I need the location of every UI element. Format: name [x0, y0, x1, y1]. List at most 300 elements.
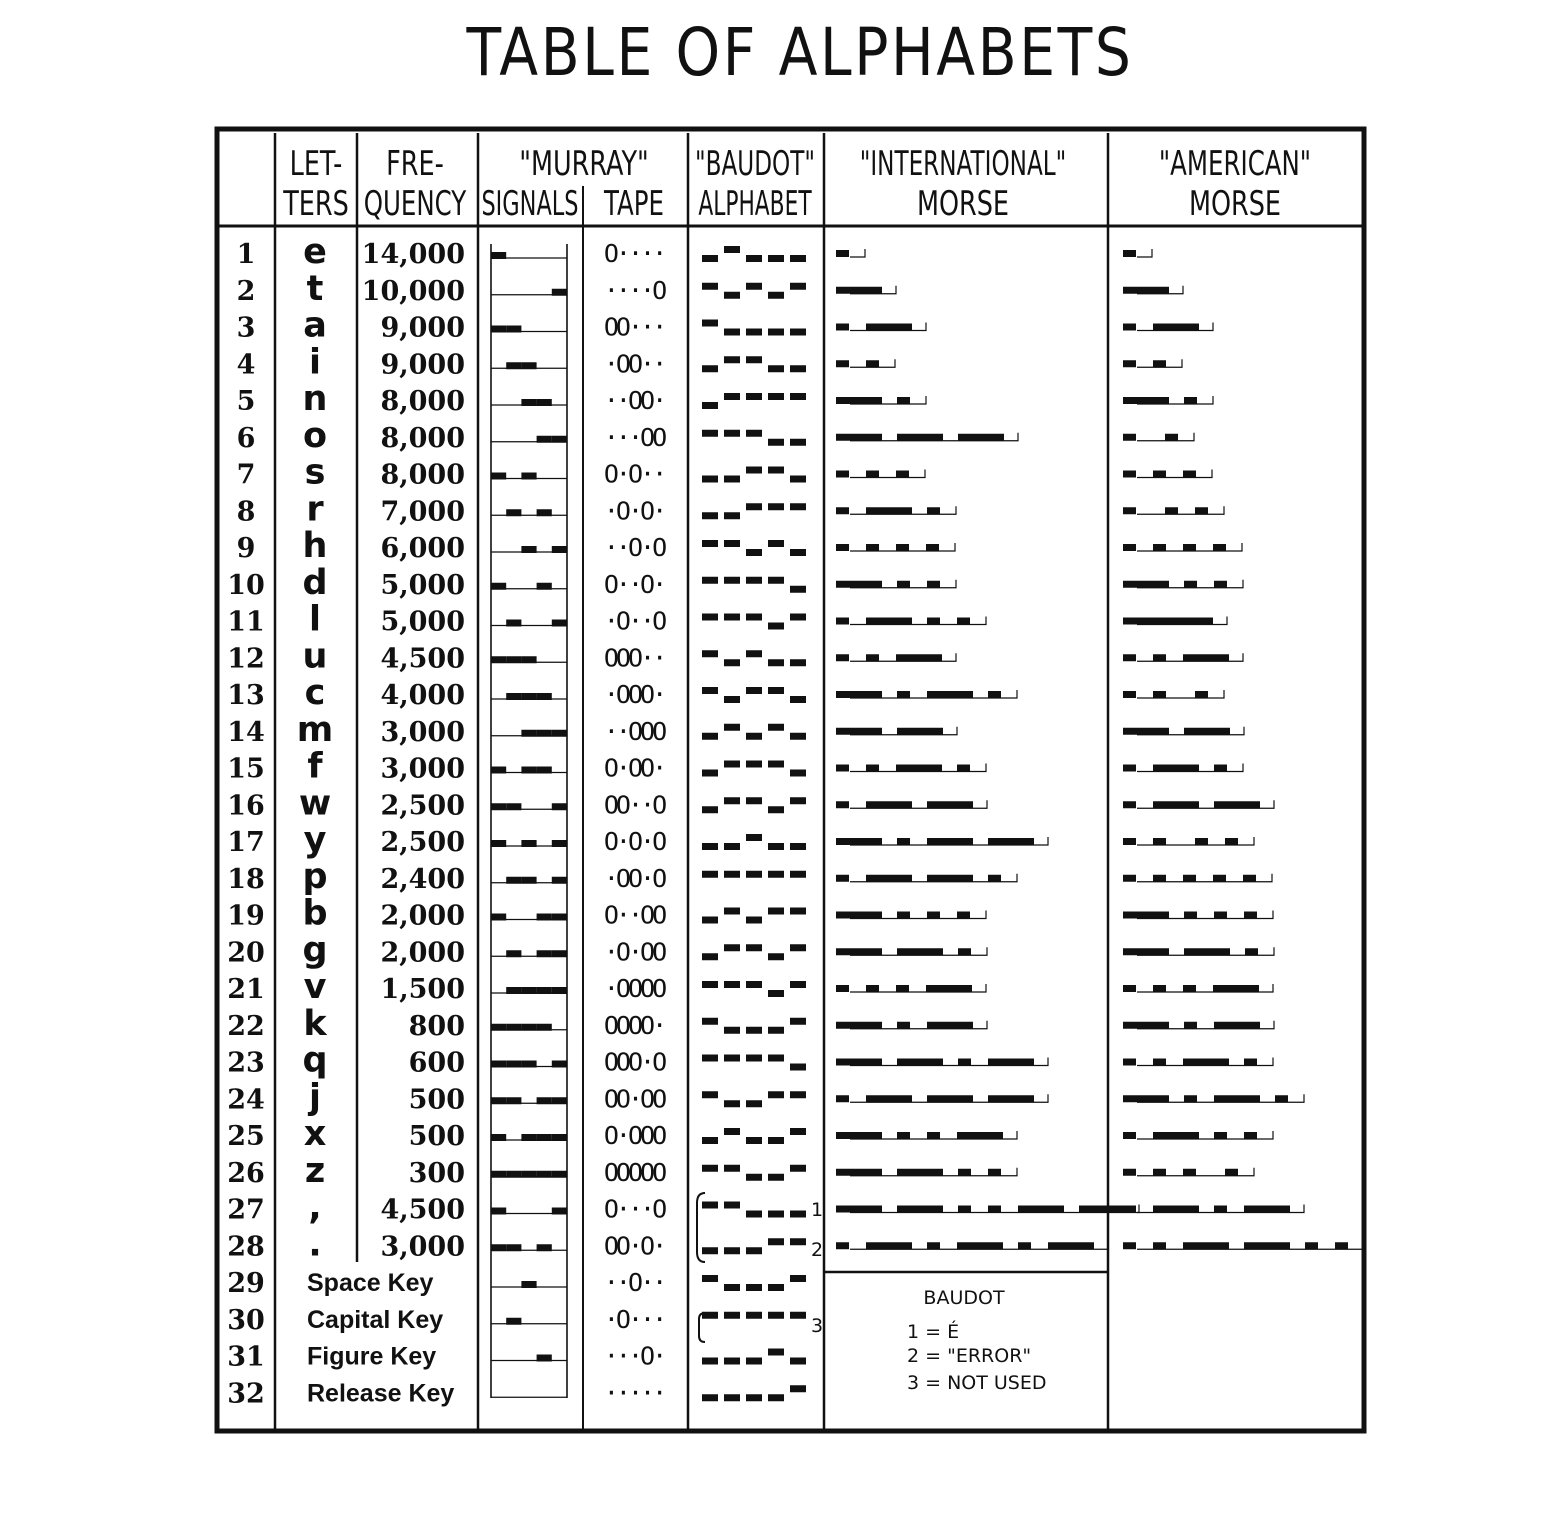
amer-dot [1123, 507, 1136, 514]
amer-dot [1305, 1242, 1318, 1249]
amer-dash [1184, 728, 1230, 735]
intl-dot [927, 581, 940, 588]
amer-dot [1245, 948, 1258, 955]
amer-dash [1244, 1242, 1290, 1249]
amer-dash [1213, 985, 1259, 992]
intl-dot [957, 618, 970, 625]
intl-dot [897, 912, 910, 919]
table-row [227, 1041, 1273, 1081]
intl-dash [866, 618, 912, 625]
baudot-mark [724, 761, 740, 768]
murray-mark [491, 583, 506, 590]
tape-pattern: ····O [603, 275, 665, 305]
intl-dot [836, 875, 849, 882]
letter: l [309, 599, 321, 640]
intl-dash [836, 397, 882, 404]
intl-dot [927, 912, 940, 919]
row-number: 24 [227, 1084, 265, 1116]
header-row [282, 143, 1311, 224]
murray-mark [537, 987, 552, 994]
amer-dot [1153, 544, 1166, 551]
murray-mark [552, 620, 567, 627]
intl-dash [1018, 1206, 1064, 1213]
intl-dot [866, 544, 879, 551]
intl-dash [836, 1169, 882, 1176]
frequency: 500 [408, 1121, 465, 1152]
baudot-mark [746, 797, 762, 804]
table-row [227, 857, 1272, 897]
murray-mark [537, 583, 552, 590]
murray-mark [506, 877, 521, 884]
baudot-mark [724, 843, 740, 850]
baudot-mark [724, 1358, 740, 1365]
intl-dot [897, 1132, 910, 1139]
amer-dash [1123, 948, 1169, 955]
murray-mark [491, 1097, 506, 1104]
intl-dot [866, 765, 879, 772]
letter: , [308, 1187, 322, 1228]
baudot-mark [746, 944, 762, 951]
baudot-mark [768, 761, 784, 768]
letter: n [302, 379, 328, 419]
tape-pattern: O···· [603, 239, 665, 268]
baudot-mark [746, 1027, 762, 1034]
murray-mark [521, 840, 536, 847]
frequency: 5,000 [380, 569, 465, 601]
baudot-mark [702, 1394, 718, 1401]
tape-pattern: OOO·O [603, 1047, 665, 1077]
baudot-note-title: BAUDOT [923, 1287, 1005, 1309]
baudot-mark [790, 843, 806, 850]
baudot-mark [768, 687, 784, 694]
intl-dash [988, 1059, 1034, 1066]
intl-dash [866, 324, 912, 331]
frequency: 9,000 [380, 349, 465, 381]
baudot-mark [702, 577, 718, 584]
murray-mark [537, 730, 552, 737]
letter: s [304, 452, 326, 493]
intl-dash [836, 1022, 882, 1029]
frequency: 5,000 [380, 606, 465, 638]
tape-pattern: ····· [603, 1378, 665, 1408]
intl-dash [927, 691, 973, 698]
letter: k [303, 1003, 327, 1044]
murray-mark [506, 620, 521, 627]
baudot-mark [768, 329, 784, 336]
header-international-2: MORSE [916, 184, 1010, 225]
baudot-mark [768, 659, 784, 666]
key-label: Capital Key [307, 1305, 444, 1334]
murray-mark [491, 326, 506, 333]
baudot-mark [724, 659, 740, 666]
intl-dash [866, 1242, 912, 1249]
intl-dash [836, 691, 882, 698]
murray-mark [506, 509, 521, 516]
baudot-mark [790, 797, 806, 804]
tape-pattern: O·O·· [603, 459, 665, 489]
murray-mark [506, 1024, 521, 1031]
baudot-mark [768, 1394, 784, 1401]
table-row [237, 526, 1242, 566]
murray-mark [506, 656, 521, 663]
baudot-mark [702, 476, 718, 483]
intl-dash [1048, 1242, 1094, 1249]
table-row [237, 489, 1224, 529]
intl-dot [958, 948, 971, 955]
murray-mark [552, 987, 567, 994]
frequency: 2,000 [380, 937, 465, 969]
murray-mark [491, 1024, 506, 1031]
murray-mark [521, 473, 536, 480]
baudot-mark [702, 1018, 718, 1025]
table-row [237, 269, 1183, 309]
row-number: 8 [236, 496, 256, 528]
baudot-mark [724, 1312, 740, 1319]
row-number: 21 [227, 974, 265, 1005]
tape-pattern: ·O·OO [603, 937, 665, 967]
baudot-mark [746, 871, 762, 878]
amer-dot [1183, 544, 1196, 551]
murray-mark [521, 1281, 536, 1288]
baudot-mark [724, 430, 740, 437]
intl-dot [897, 581, 910, 588]
baudot-mark [702, 430, 718, 437]
amer-dot [1153, 1059, 1166, 1066]
murray-mark [552, 730, 567, 737]
baudot-mark [724, 1128, 740, 1135]
murray-mark [552, 950, 567, 957]
intl-dash [836, 838, 882, 845]
tape-pattern: ·OOO· [603, 680, 665, 709]
baudot-mark [768, 1238, 784, 1245]
intl-dash [836, 434, 882, 441]
baudot-mark [702, 614, 718, 621]
baudot-mark [746, 1211, 762, 1218]
intl-dot [866, 360, 879, 367]
table-row [227, 1114, 1273, 1154]
amer-dash [1123, 1095, 1169, 1102]
amer-dot [1123, 544, 1136, 551]
baudot-mark-2: 2 [810, 1239, 824, 1261]
baudot-mark [768, 1055, 784, 1062]
baudot-mark [768, 871, 784, 878]
baudot-mark [746, 687, 762, 694]
intl-dot [836, 507, 849, 514]
amer-dash [1123, 728, 1169, 735]
baudot-mark [768, 990, 784, 997]
murray-mark [491, 1171, 506, 1178]
murray-mark [506, 1171, 521, 1178]
baudot-mark [768, 806, 784, 813]
letter: e [303, 232, 327, 272]
intl-dot [957, 765, 970, 772]
letter: v [303, 967, 327, 1007]
row-number: 28 [227, 1231, 265, 1263]
baudot-mark [768, 843, 784, 850]
baudot-mark [724, 724, 740, 731]
amer-dot [1123, 838, 1136, 845]
amer-dot [1214, 1132, 1227, 1139]
baudot-mark [746, 733, 762, 740]
amer-dot [1123, 1242, 1136, 1249]
murray-mark [491, 803, 506, 810]
baudot-mark [768, 1137, 784, 1144]
amer-dash [1153, 801, 1199, 808]
intl-dash [927, 1022, 973, 1029]
baudot-mark [790, 733, 806, 740]
amer-dot [1123, 1132, 1136, 1139]
baudot-mark [702, 320, 718, 327]
intl-dash [927, 875, 973, 882]
baudot-mark [702, 1312, 718, 1319]
baudot-mark [790, 696, 806, 703]
murray-mark [552, 840, 567, 847]
amer-dot [1244, 1059, 1257, 1066]
baudot-mark [790, 1018, 806, 1025]
amer-dot [1335, 1242, 1348, 1249]
tape-pattern: ·OO·O [603, 863, 665, 893]
baudot-mark [790, 1165, 806, 1172]
amer-dot [1153, 985, 1166, 992]
row-number: 31 [227, 1341, 265, 1373]
table-row [227, 1004, 1274, 1044]
frequency: 4,500 [380, 1194, 465, 1226]
amer-dot [1183, 985, 1196, 992]
murray-mark [491, 473, 506, 480]
intl-dot [836, 1095, 849, 1102]
amer-dot [1183, 471, 1196, 478]
frequency: 2,000 [380, 900, 465, 932]
baudot-mark [702, 687, 718, 694]
amer-dot [1275, 1095, 1288, 1102]
intl-dash [836, 912, 882, 919]
murray-mark [552, 289, 567, 296]
amer-dot [1214, 1206, 1227, 1213]
tape-pattern: ··OOO [603, 716, 665, 746]
amer-dot [1183, 875, 1196, 882]
intl-dot [896, 544, 909, 551]
table-row [227, 1268, 806, 1299]
intl-dot [897, 838, 910, 845]
letter: f [307, 746, 323, 787]
intl-dot [836, 250, 849, 257]
intl-dot [988, 875, 1001, 882]
table-row [237, 342, 1182, 382]
murray-mark [491, 840, 506, 847]
row-number: 1 [236, 239, 256, 270]
baudot-mark [702, 843, 718, 850]
baudot-mark [702, 650, 718, 657]
baudot-mark-1: 1 [810, 1199, 824, 1221]
baudot-mark [790, 659, 806, 666]
murray-mark [521, 693, 536, 700]
frequency: 2,400 [380, 863, 465, 895]
letter: u [302, 636, 328, 677]
baudot-mark [768, 724, 784, 731]
baudot-mark [702, 1137, 718, 1144]
baudot-mark [724, 1202, 740, 1209]
murray-mark [506, 803, 521, 810]
intl-dot [988, 691, 1001, 698]
baudot-mark [702, 806, 718, 813]
amer-dot [1184, 581, 1197, 588]
murray-mark [537, 509, 552, 516]
amer-dot [1225, 838, 1238, 845]
baudot-mark [702, 733, 718, 740]
baudot-mark [790, 586, 806, 593]
header-baudot-2: ALPHABET [698, 184, 812, 224]
murray-mark [537, 436, 552, 443]
amer-dash [1153, 324, 1199, 331]
table-row [227, 967, 1273, 1007]
baudot-mark [746, 329, 762, 336]
intl-dash [927, 801, 973, 808]
intl-dash [1079, 1206, 1125, 1213]
table-row [227, 1224, 1364, 1264]
frequency: 8,000 [380, 422, 465, 454]
baudot-mark [790, 1358, 806, 1365]
frequency: 4,000 [380, 680, 465, 711]
baudot-mark [724, 908, 740, 915]
tape-pattern: ·OOOO [603, 974, 665, 1003]
letter: b [302, 893, 328, 934]
murray-mark [552, 1208, 567, 1215]
murray-mark [552, 877, 567, 884]
row-number: 22 [227, 1010, 265, 1042]
murray-mark [537, 1134, 552, 1141]
baudot-mark [790, 1238, 806, 1245]
baudot-mark [702, 365, 718, 372]
murray-mark [491, 656, 506, 663]
amer-dash [1123, 581, 1169, 588]
amer-dash [1244, 1206, 1290, 1213]
baudot-mark [746, 981, 762, 988]
tape-pattern: O··OO [603, 900, 665, 930]
tape-pattern: O·O·O [603, 827, 665, 856]
amer-dash [1153, 1132, 1199, 1139]
frequency: 3,000 [380, 716, 465, 748]
murray-mark [506, 1318, 521, 1325]
baudot-mark [768, 1312, 784, 1319]
amer-dot [1123, 360, 1136, 367]
baudot-mark [790, 614, 806, 621]
intl-dash [896, 765, 942, 772]
letter: w [298, 783, 332, 824]
intl-dot [836, 654, 849, 661]
amer-dot [1184, 912, 1197, 919]
baudot-mark [702, 770, 718, 777]
baudot-mark [790, 1312, 806, 1319]
amer-dot [1153, 838, 1166, 845]
tape-pattern: O··O· [603, 569, 665, 599]
row-number: 18 [227, 863, 265, 895]
baudot-mark [724, 1055, 740, 1062]
intl-dot [866, 654, 879, 661]
table-row [227, 563, 1243, 603]
amer-dot [1123, 434, 1136, 441]
intl-dash [988, 838, 1034, 845]
baudot-mark [768, 1174, 784, 1181]
baudot-mark [746, 761, 762, 768]
row-number: 19 [227, 900, 265, 932]
intl-dot [897, 1022, 910, 1029]
baudot-mark [746, 650, 762, 657]
frequency: 7,000 [380, 496, 465, 528]
table-row [237, 453, 1212, 493]
baudot-mark [790, 908, 806, 915]
row-number: 4 [236, 349, 256, 381]
baudot-mark [790, 1128, 806, 1135]
frequency: 2,500 [380, 790, 465, 822]
baudot-mark [724, 246, 740, 253]
baudot-mark [790, 283, 806, 290]
tape-pattern: ·OO·· [603, 349, 665, 379]
tape-pattern: OO·OO [603, 1084, 665, 1114]
baudot-mark [702, 540, 718, 547]
baudot-mark [790, 770, 806, 777]
intl-dot [927, 507, 940, 514]
murray-mark [537, 693, 552, 700]
baudot-mark [724, 393, 740, 400]
amer-dot [1123, 875, 1136, 882]
baudot-mark [768, 503, 784, 510]
baudot-mark [790, 1091, 806, 1098]
baudot-mark [746, 1137, 762, 1144]
baudot-mark [724, 797, 740, 804]
intl-dash [866, 1095, 912, 1102]
murray-mark [491, 1134, 506, 1141]
letter: x [303, 1114, 327, 1154]
murray-mark [491, 767, 506, 774]
amer-dash [1123, 287, 1169, 294]
baudot-mark [724, 577, 740, 584]
murray-mark [521, 730, 536, 737]
baudot-mark [790, 255, 806, 262]
letter: a [303, 305, 327, 346]
baudot-mark [768, 1284, 784, 1291]
amer-dot [1123, 985, 1136, 992]
baudot-mark [724, 981, 740, 988]
amer-dot [1123, 801, 1136, 808]
table-row [227, 1342, 806, 1373]
row-number: 13 [227, 680, 265, 711]
amer-dot [1195, 838, 1208, 845]
murray-mark [537, 914, 552, 921]
table-row [227, 783, 1274, 823]
intl-baseline [850, 249, 865, 257]
amer-dash [1153, 765, 1199, 772]
murray-mark [521, 987, 536, 994]
intl-dot [836, 765, 849, 772]
frequency: 3,000 [380, 1231, 465, 1263]
tape-pattern: ··OO· [603, 386, 665, 415]
table-row [237, 232, 1152, 272]
baudot-mark [724, 696, 740, 703]
baudot-mark [746, 1100, 762, 1107]
letter: y [303, 820, 327, 860]
baudot-mark [768, 393, 784, 400]
baudot-mark [724, 871, 740, 878]
amer-dot [1165, 507, 1178, 514]
header-frequency-2: QUENCY [363, 184, 467, 224]
intl-dot [836, 985, 849, 992]
amer-dot [1123, 1059, 1136, 1066]
baudot-mark [702, 1202, 718, 1209]
intl-dot [1018, 1242, 1031, 1249]
letter: t [306, 268, 324, 309]
row-number: 11 [227, 606, 265, 638]
baudot-mark [768, 908, 784, 915]
